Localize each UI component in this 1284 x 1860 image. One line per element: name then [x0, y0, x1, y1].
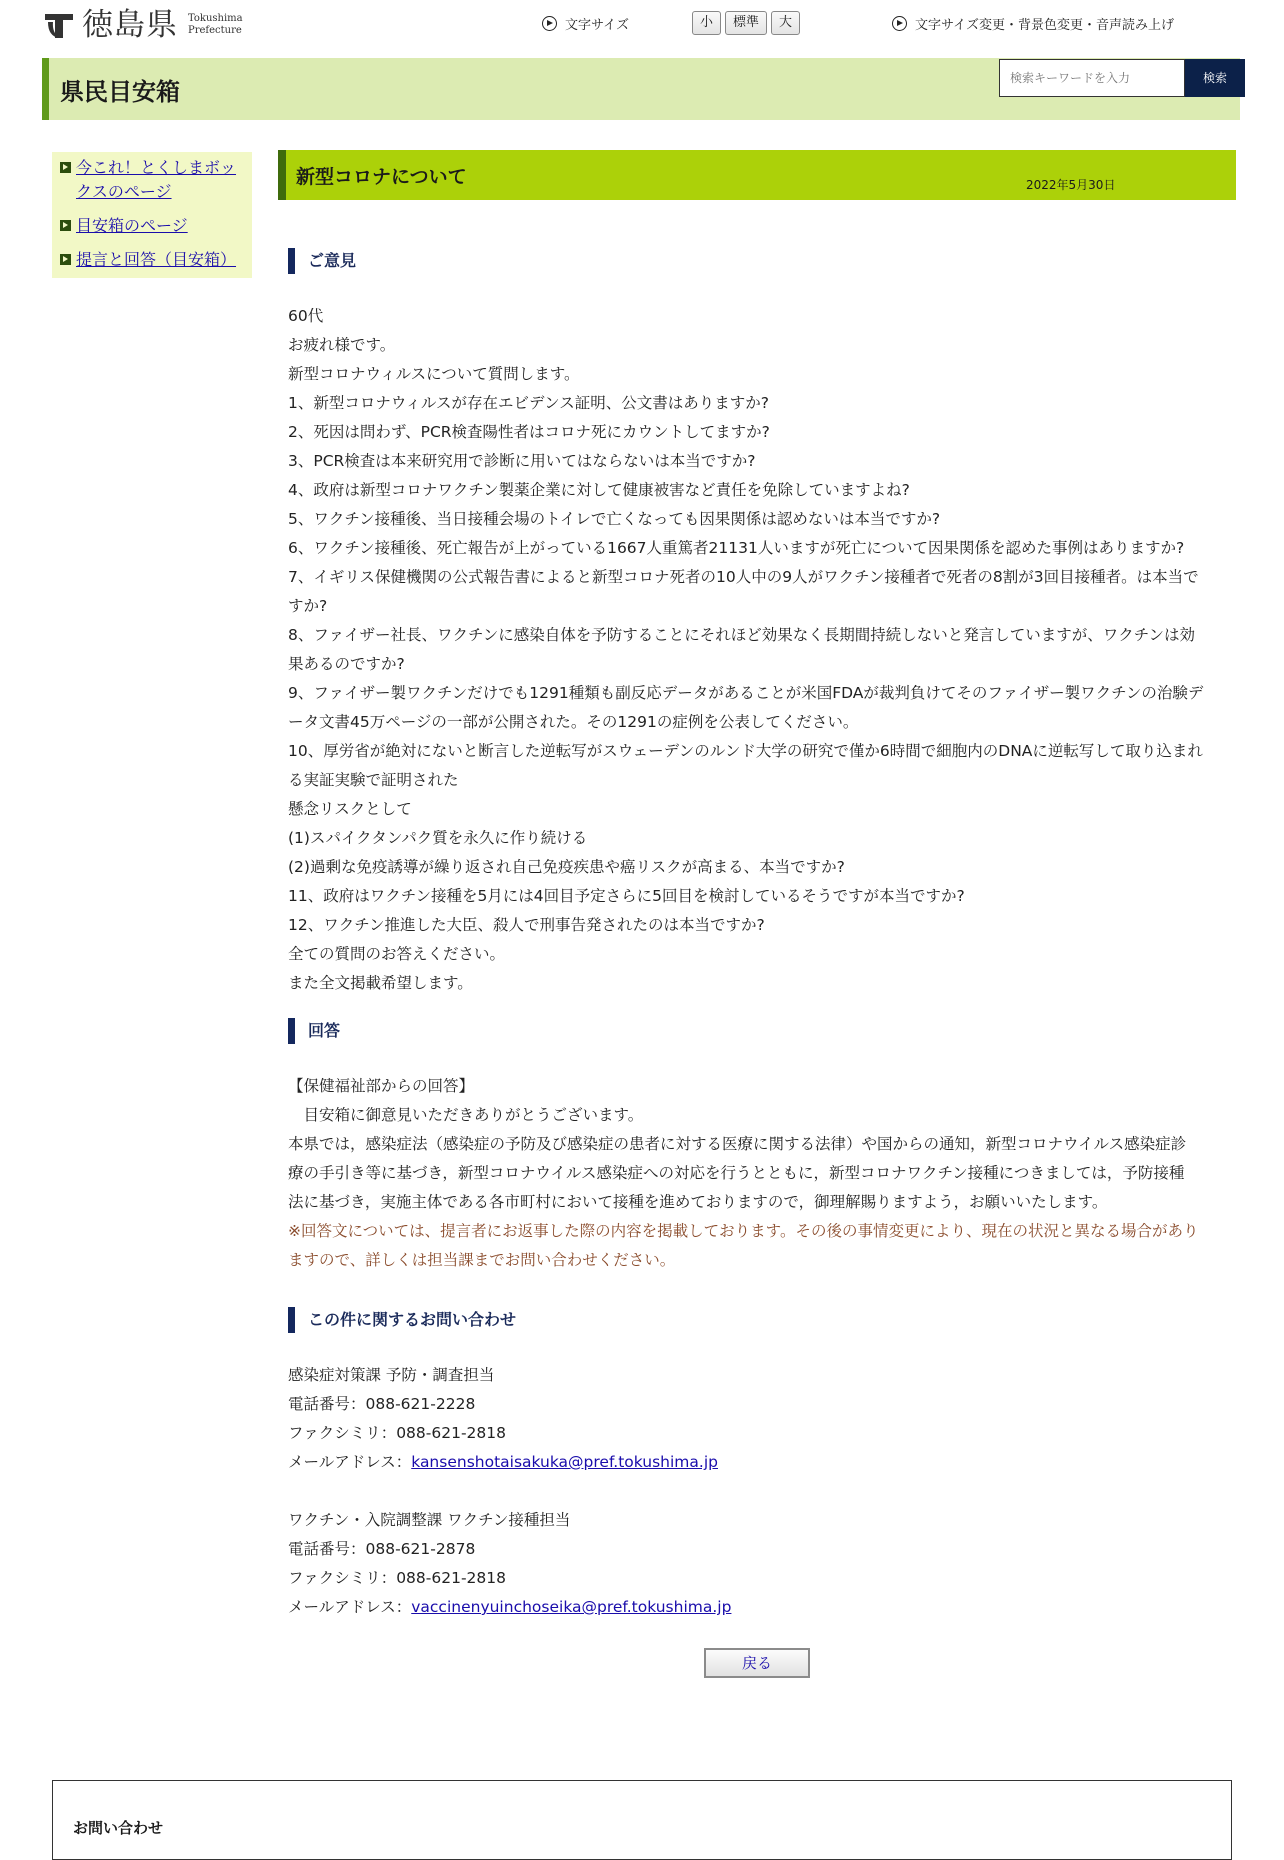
answer-note-line: ますので、詳しくは担当課までお問い合わせください。	[288, 1251, 676, 1269]
answer-line: 療の手引き等に基づき，新型コロナウイルス感染症への対応を行うとともに，新型コロナワクチン接種につきましては，予防接種	[288, 1164, 1185, 1182]
opinion-heading: ご意見	[288, 248, 1236, 274]
opinion-line: (2)過剰な免疫誘導が繰り返され自己免疫疾患や癌リスクが高まる、本当ですか?	[288, 858, 845, 876]
sidebar-item-tokushima-box[interactable]	[60, 156, 246, 204]
contact-info	[288, 1361, 1236, 1622]
contact-mail-line	[288, 1448, 1236, 1477]
font-size-label	[542, 14, 629, 33]
answer-line: 本県では，感染症法（感染症の予防及び感染症の患者に対する医療に関する法律）や国からの通知，新型コロナウイルス感染症診	[288, 1135, 1187, 1153]
font-size-label-text: 文字サイズ	[565, 18, 629, 33]
site-logo[interactable]	[42, 8, 243, 42]
opinion-body	[288, 302, 1236, 998]
arrow-right-icon	[60, 220, 71, 231]
contact-dept: ワクチン・入院調整課 ワクチン接種担当	[288, 1511, 571, 1529]
contact-mail-line	[288, 1593, 1236, 1622]
article-date: 2022年5月30日	[1026, 178, 1116, 192]
sidebar-link-text-1[interactable]: 今これ！とくしまボッ	[76, 158, 237, 177]
article-title: 新型コロナについて	[296, 166, 467, 188]
prefecture-emblem-icon	[42, 8, 76, 42]
sidebar-link-meyasubako[interactable]: 目安箱のページ	[76, 216, 188, 235]
contact-email-link[interactable]: kansenshotaisakuka@pref.tokushima.jp	[411, 1453, 718, 1471]
search-input[interactable]: 検索キーワードを入力	[999, 59, 1185, 97]
main-content	[278, 150, 1236, 1678]
sidebar-item-meyasubako[interactable]	[60, 214, 246, 238]
contact-dept: 感染症対策課 予防・調査担当	[288, 1366, 495, 1384]
opinion-line: 9、ファイザー製ワクチンだけでも1291種類も副反応データがあることが米国FDAが裁判負けてそのファイザー製ワクチンの治験デ	[288, 684, 1204, 702]
answer-heading: 回答	[288, 1018, 1236, 1044]
opinion-line: 2、死因は問わず、PCR検査陽性者はコロナ死にカウントしてますか?	[288, 423, 770, 441]
font-size-standard-button[interactable]: 標準	[725, 11, 767, 35]
opinion-line: (1)スパイクタンパク質を永久に作り続ける	[288, 829, 588, 847]
answer-note-line: ※回答文については、提言者にお返事した際の内容を掲載しております。その後の事情変更により、現在の状況と異なる場合があり	[288, 1222, 1199, 1240]
opinion-line: 全ての質問のお答えください。	[288, 945, 506, 963]
opinion-line: 60代	[288, 307, 324, 325]
opinion-line: お疲れ様です。	[288, 336, 396, 354]
opinion-line: 6、ワクチン接種後、死亡報告が上がっている1667人重篤者21131人いますが死亡について因果関係を認めた事例はありますか?	[288, 539, 1185, 557]
arrow-right-icon	[60, 254, 71, 265]
opinion-line: 新型コロナウィルスについて質問します。	[288, 365, 580, 383]
contact-fax: ファクシミリ：088-621-2818	[288, 1424, 506, 1442]
font-size-buttons	[692, 11, 800, 35]
footer-title: お問い合わせ	[73, 1819, 164, 1837]
logo-english-line-2: Prefecture	[188, 25, 242, 36]
footer-contact-box	[52, 1780, 1232, 1860]
opinion-line: 3、PCR検査は本来研究用で診断に用いてはならないは本当ですか?	[288, 452, 756, 470]
font-size-large-button[interactable]: 大	[771, 11, 800, 35]
opinion-line: 果あるのですか?	[288, 655, 405, 673]
sidebar-item-proposals[interactable]	[60, 248, 246, 272]
contact-block	[288, 1506, 1236, 1622]
logo-name: 徳島県	[82, 6, 178, 43]
answer-line: 目安箱に御意見いただきありがとうございます。	[288, 1106, 644, 1124]
contact-tel: 電話番号：088-621-2228	[288, 1395, 476, 1413]
answer-lines	[288, 1072, 1236, 1217]
contact-fax: ファクシミリ：088-621-2818	[288, 1569, 506, 1587]
opinion-line: 8、ファイザー社長、ワクチンに感染自体を予防することにそれほど効果なく長期間持続しないと発言していますが、ワクチンは効	[288, 626, 1196, 644]
opinion-line: 1、新型コロナウィルスが存在エビデンス証明、公文書はありますか?	[288, 394, 769, 412]
opinion-line: 懸念リスクとして	[288, 800, 412, 818]
site-header	[0, 0, 1284, 58]
logo-english	[188, 13, 243, 37]
play-circle-icon	[542, 16, 557, 31]
opinion-line: 7、イギリス保健機関の公式報告書によると新型コロナ死者の10人中の9人がワクチン接種者で死者の8割が3回目接種者。は本当で	[288, 568, 1199, 586]
opinion-line: 4、政府は新型コロナワクチン製薬企業に対して健康被害など責任を免除していますよね?	[288, 481, 910, 499]
sidebar-link-text-2[interactable]: クスのページ	[76, 182, 172, 201]
contact-email-link[interactable]: vaccinenyuinchoseika@pref.tokushima.jp	[411, 1598, 732, 1616]
contact-mail-label: メールアドレス：	[288, 1453, 412, 1471]
arrow-right-icon	[60, 162, 71, 173]
contact-block	[288, 1361, 1236, 1477]
sidebar-link-tokushima-box[interactable]	[76, 156, 236, 204]
answer-body	[288, 1072, 1236, 1275]
opinion-line: 10、厚労省が絶対にないと断言した逆転写がスウェーデンのルンド大学の研究で僅か6時間で細胞内のDNAに逆転写して取り込まれ	[288, 742, 1203, 760]
opinion-line: また全文掲載希望します。	[288, 974, 473, 992]
logo-english-line-1: Tokushima	[188, 13, 243, 24]
play-circle-icon	[892, 16, 907, 31]
contact-heading: この件に関するお問い合わせ	[288, 1307, 1236, 1333]
search-button[interactable]: 検索	[1185, 59, 1245, 97]
opinion-line: すか?	[288, 597, 328, 615]
accessibility-link[interactable]	[892, 14, 1174, 33]
sidebar-nav	[52, 152, 252, 278]
contact-mail-label: メールアドレス：	[288, 1598, 412, 1616]
back-button[interactable]: 戻る	[704, 1648, 810, 1678]
opinion-line: ータ文書45万ページの一部が公開された。その1291の症例を公表してください。	[288, 713, 859, 731]
answer-line: 法に基づき，実施主体である各市町村において接種を進めておりますので，御理解賜りますよう，お願いいたします。	[288, 1193, 1108, 1211]
article-title-bar	[278, 150, 1236, 200]
answer-line: 【保健福祉部からの回答】	[288, 1077, 475, 1095]
opinion-line: る実証実験で証明された	[288, 771, 459, 789]
banner-title: 県民目安箱	[60, 78, 180, 106]
font-size-small-button[interactable]: 小	[692, 11, 721, 35]
contact-tel: 電話番号：088-621-2878	[288, 1540, 476, 1558]
answer-note	[288, 1217, 1236, 1275]
accessibility-link-text[interactable]: 文字サイズ変更・背景色変更・音声読み上げ	[915, 18, 1174, 33]
section-banner	[42, 58, 1240, 120]
opinion-line: 5、ワクチン接種後、当日接種会場のトイレで亡くなっても因果関係は認めないは本当ですか?	[288, 510, 941, 528]
opinion-line: 12、ワクチン推進した大臣、殺人で刑事告発されたのは本当ですか?	[288, 916, 765, 934]
opinion-line: 11、政府はワクチン接種を5月には4回目予定さらに5回目を検討しているそうですが本当ですか?	[288, 887, 965, 905]
sidebar-link-proposals[interactable]: 提言と回答（目安箱）	[76, 250, 237, 269]
